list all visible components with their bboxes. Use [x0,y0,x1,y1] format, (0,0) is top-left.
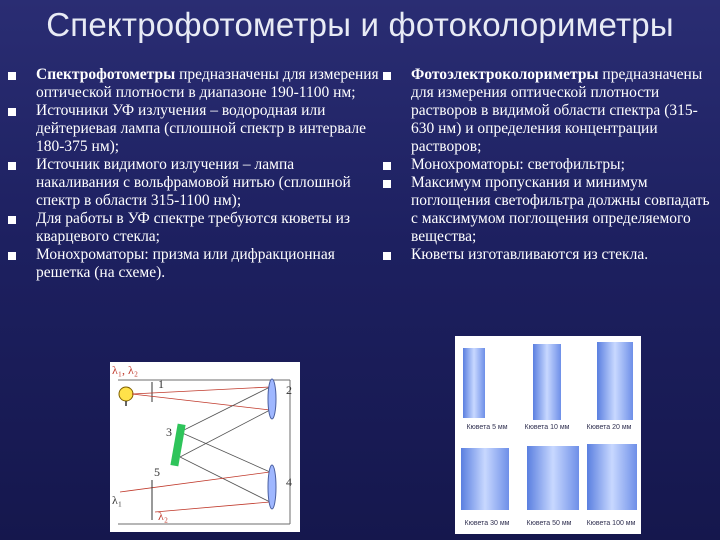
right-item-3 [383,174,717,246]
scheme-svg [110,362,300,532]
left-item-5-text: Монохроматоры: призма или дифракционная решетка (на схеме). [36,246,335,281]
right-item-4 [383,246,717,264]
caption-100mm: Кювета 100 мм [586,520,636,527]
right-item-2 [383,156,717,174]
ray-2 [132,394,270,410]
ray-1 [132,387,270,394]
right-item-1-bold: Фотоэлектроколориметры [411,66,599,83]
cuvettes-svg [455,336,641,534]
left-column [8,66,380,282]
left-item-3 [8,156,380,210]
left-item-4 [8,210,380,246]
caption-20mm: Кювета 20 мм [586,424,632,431]
slide-title: Спектрофотометры и фотоколориметры [46,6,674,43]
ray-7 [120,472,270,492]
bullet-square-icon [383,180,391,188]
bullet-square-icon [8,108,16,116]
label-lambda12: λ₁, λ₂ [112,363,139,377]
label-lambda2: λ₂ [158,509,169,523]
cuvette-100mm [587,444,637,510]
bullet-square-icon [8,216,16,224]
left-item-1-text: предназначены для измерения оптической плотности в диапазоне 190-1100 нм; [36,66,379,101]
caption-50mm: Кювета 50 мм [526,520,572,527]
bullet-square-icon [8,72,16,80]
label-2: 2 [286,383,292,397]
left-item-4-text: Для работы в УФ спектре требуются кюветы из кварцевого стекла; [36,210,350,245]
left-item-2 [8,102,380,156]
grating-3 [170,424,185,467]
right-item-3-text: Максимум пропускания и минимум поглощения светофильтра должны совпадать с максимумом поглощения определяемого вещества; [411,174,710,245]
right-item-2-text: Монохроматоры: светофильтры; [411,156,625,173]
cuvette-50mm [527,446,579,510]
label-3: 3 [166,425,172,439]
cuvette-10mm [533,344,561,420]
ray-3 [180,387,270,432]
mirror-2 [268,379,276,419]
bullet-square-icon [8,162,16,170]
right-item-4-text: Кюветы изготавливаются из стекла. [411,246,649,263]
mirror-4 [268,465,276,509]
right-column [383,66,717,264]
caption-10mm: Кювета 10 мм [524,424,570,431]
cuvette-5mm [463,348,485,418]
spectrophotometer-scheme [110,362,300,532]
left-item-3-text: Источник видимого излучения – лампа накаливания с вольфрамовой нитью (сплошной спектр в области 315-1100 нм); [36,156,351,209]
right-item-1-text: предназначены для измерения оптической плотности растворов в видимой области спектра (315-630 нм) и определения концентрации растворов; [411,66,703,155]
cuvettes-photo [455,336,641,534]
bullet-square-icon [383,72,391,80]
bullet-square-icon [383,162,391,170]
caption-5mm: Кювета 5 мм [466,424,508,431]
label-lambda1: λ₁ [112,493,123,507]
caption-30mm: Кювета 30 мм [464,520,510,527]
label-4: 4 [286,475,292,489]
left-item-1-bold: Спектрофотометры [36,66,176,83]
left-item-1 [8,66,380,102]
ray-4 [180,410,270,457]
cuvette-30mm [461,448,509,510]
left-item-5 [8,246,380,282]
ray-8 [155,502,270,512]
label-5: 5 [154,465,160,479]
label-1: 1 [158,377,164,391]
ray-5 [180,432,270,472]
ray-6 [180,457,270,502]
lamp-icon [119,387,133,401]
bullet-square-icon [383,252,391,260]
right-item-1 [383,66,717,156]
bullet-square-icon [8,252,16,260]
left-item-2-text: Источники УФ излучения – водородная или дейтериевая лампа (сплошной спектр в интервале 180-375 нм); [36,102,366,155]
cuvette-20mm [597,342,633,420]
